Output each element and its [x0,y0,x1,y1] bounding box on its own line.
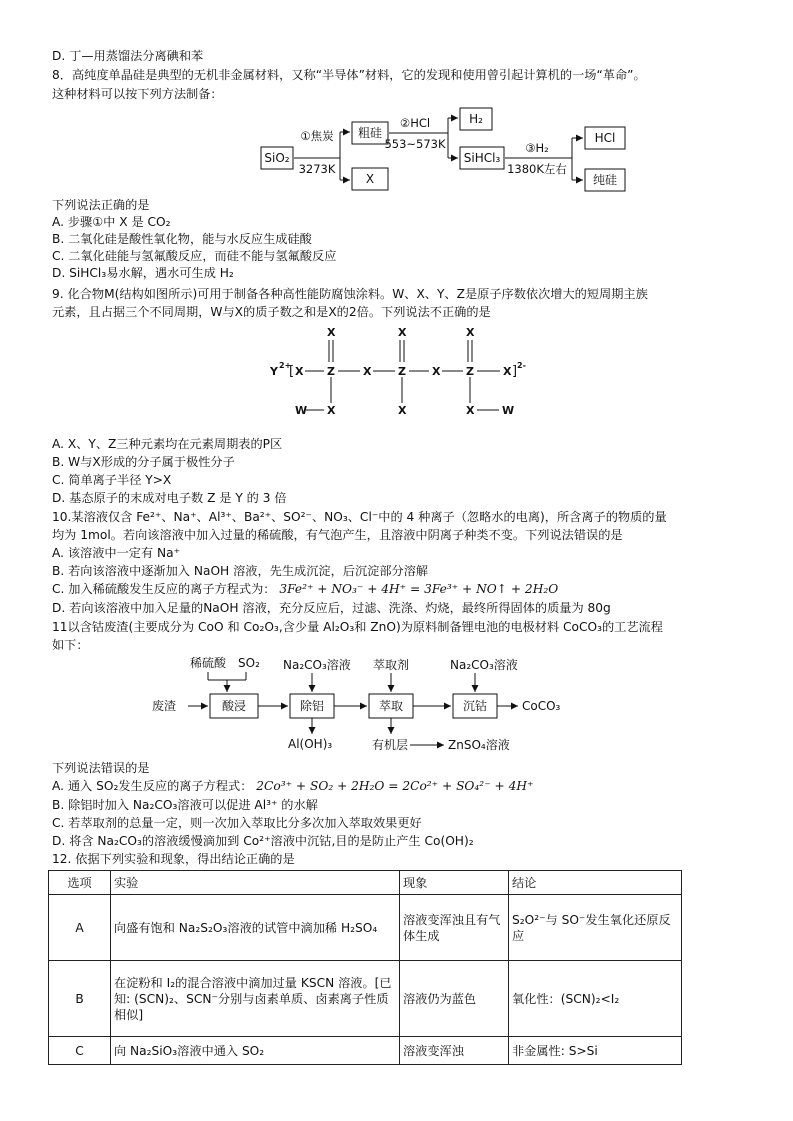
q12-stem: 12. 依据下列实验和现象，得出结论正确的是 [52,852,295,866]
row-c-conclusion: 非金属性: S>Si [509,1037,682,1065]
q11-ask: 下列说法错误的是 [52,761,150,775]
q11-ionic-equation: 2Co³⁺ + SO₂ + 2H₂O = 2Co²⁺ + SO₄²⁻ + 4H⁺ [256,779,534,793]
q8-ask: 下列说法正确的是 [52,198,150,212]
step-remove-al: 除铝 [299,699,325,713]
right-bracket: ] [512,364,518,379]
q8-option-c: C. 二氧化硅能与氢氟酸反应，而硅不能与氢氟酸反应 [52,249,337,263]
reagent-so2: SO₂ [238,656,260,670]
q11-option-a-text: A. 通入 SO₂发生反应的离子方程式： [52,779,253,793]
input-waste-residue: 废渣 [152,699,177,713]
q10-option-d: D. 若向该溶液中加入足量的NaOH 溶液，充分反应后，过滤、洗涤、灼烧，最终所得固体的质量为 80g [52,601,611,615]
row-a-experiment: 向盛有饱和 Na₂S₂O₃溶液的试管中滴加稀 H₂SO₄ [111,895,400,961]
header-experiment: 实验 [111,871,400,895]
row-a-option: A [49,895,111,961]
row-b-conclusion: 氧化性：(SCN)₂<I₂ [509,961,682,1037]
product-coco3: CoCO₃ [522,699,561,713]
atom-x-bridge-1: X [363,365,372,378]
q10-option-c-text: C. 加入稀硫酸发生反应的离子方程式为： [52,582,276,596]
q8-option-d: D. SiHCl₃易水解，遇水可生成 H₂ [52,266,234,280]
atom-z-3: Z [466,365,474,378]
atom-z-1: Z [327,365,335,378]
q11-option-b: B. 除铝时加入 Na₂CO₃溶液可以促进 Al³⁺ 的水解 [52,798,318,812]
header-phenomenon: 现象 [400,871,509,895]
atom-w-left: W [295,404,308,417]
q10-stem-line2: 均为 1mol。若向该溶液中加入过量的稀硫酸，有气泡产生，且溶液中阴离子种类不变。下列说法错误的是 [52,528,623,542]
row-c-phenomenon: 溶液变浑浊 [400,1037,509,1065]
atom-z-2: Z [398,365,406,378]
q9-option-a: A. X、Y、Z三种元素均在元素周期表的P区 [52,437,283,451]
byproduct-znso4: ZnSO₄溶液 [448,738,510,752]
q9-option-d: D. 基态原子的末成对电子数 Z 是 Y 的 3 倍 [52,491,287,505]
q11-option-a [52,778,533,794]
table-row [49,1037,682,1065]
atom-x-top-3: X [466,326,475,339]
q10-option-a: A. 该溶液中一定有 Na⁺ [52,546,181,560]
q11-process-flow-diagram [0,650,793,760]
step1-temp: 3273K [298,162,336,176]
table-header-row [49,871,682,895]
step3-temp: 1380K左右 [507,162,567,176]
table-row [49,895,682,961]
atom-x-left: X [295,365,304,378]
byproduct-organic-layer: 有机层 [372,738,409,752]
atom-x-top-1: X [327,326,336,339]
h2-label: H₂ [469,112,483,126]
atom-x-bottom-3: X [466,404,475,417]
q9-option-b: B. W与X形成的分子属于极性分子 [52,455,235,469]
q10-option-b: B. 若向该溶液中逐渐加入 NaOH 溶液，先生成沉淀，后沉淀部分溶解 [52,564,429,578]
y-cation-charge: 2+ [279,361,292,370]
atom-x-right: X [503,365,512,378]
q12-experiment-table [48,870,682,1065]
table-row [49,961,682,1037]
row-b-experiment: 在淀粉和 I₂的混合溶液中滴加过量 KSCN 溶液。[已知: (SCN)₂、SCN⁻分别与卤素单质、卤素离子性质相似] [111,961,400,1037]
atom-x-top-2: X [398,326,407,339]
sihcl3-label: SiHCl₃ [463,151,501,165]
header-conclusion: 结论 [509,871,682,895]
row-b-option: B [49,961,111,1037]
step-co-precipitation: 沉钴 [462,699,488,713]
reagent-extractant: 萃取剂 [373,658,410,672]
atom-x-bridge-2: X [432,365,441,378]
q11-stem-line2: 如下： [52,638,89,652]
hcl-label: HCl [594,131,616,145]
reagent-sulfuric-acid: 稀硫酸 [190,656,227,670]
row-c-option: C [49,1037,111,1065]
q11-option-d: D. 将含 Na₂CO₃的溶液缓慢滴加到 Co²⁺溶液中沉钴,目的是防止产生 Co(OH)₂ [52,834,474,848]
left-bracket: [ [289,364,295,379]
q11-stem-line1: 11以含钴废渣(主要成分为 CoO 和 Co₂O₃,含少量 Al₂O₃和 ZnO)为原料制备锂电池的电极材料 CoCO₃的工艺流程 [52,620,663,634]
row-a-phenomenon: 溶液变浑浊且有气体生成 [400,895,509,961]
q9-option-c: C. 简单离子半径 Y>X [52,473,172,487]
atom-x-bottom-2: X [398,404,407,417]
q8-option-a: A. 步骤①中 X 是 CO₂ [52,215,171,229]
pure-si-label: 纯硅 [592,173,618,187]
atom-w-right: W [502,404,515,417]
anion-charge: 2- [517,361,526,370]
row-a-conclusion: S₂O²⁻与 SO⁻发生氧化还原反应 [509,895,682,961]
q9-structure-diagram [0,320,793,425]
x-label: X [365,172,375,186]
q8-silicon-flow-diagram [0,100,793,200]
step-acid-leach: 酸浸 [221,699,247,713]
row-b-phenomenon: 溶液仍为蓝色 [400,961,509,1037]
q10-stem-line1: 10.某溶液仅含 Fe²⁺、Na⁺、Al³⁺、Ba²⁺、SO²⁻、NO₃、Cl⁻中的 4 种离子（忽略水的电离)，所含离子的物质的量 [52,510,667,524]
q11-option-c: C. 若萃取剂的总量一定，则一次加入萃取比分多次加入萃取效果更好 [52,816,422,830]
step1-label: ①焦炭 [300,129,334,143]
step2-temp: 553~573K [384,137,446,151]
q9-stem-line2: 元素，且占据三个不同周期，W与X的质子数之和是X的2倍。下列说法不正确的是 [52,305,491,319]
q7-option-d: D. 丁—用蒸馏法分离碘和苯 [52,49,204,63]
byproduct-aloh3: Al(OH)₃ [288,737,333,751]
header-option: 选项 [49,871,111,895]
q10-ionic-equation: 3Fe²⁺ + NO₃⁻ + 4H⁺ = 3Fe³⁺ + NO↑ + 2H₂O [279,582,559,596]
q9-stem-line1: 9. 化合物M(结构如图所示)可用于制备各种高性能防腐蚀涂料。W、X、Y、Z是原子序数依次增大的短周期主族 [52,287,648,301]
crude-si-label: 粗硅 [357,126,383,140]
reagent-na2co3-1: Na₂CO₃溶液 [283,658,351,672]
atom-x-bottom-1: X [327,404,336,417]
step-extraction: 萃取 [378,699,404,713]
q8-stem-line2: 这种材料可以按下列方法制备： [52,87,223,101]
q10-option-c [52,581,558,597]
step3-label: ③H₂ [525,141,549,155]
q8-option-b: B. 二氧化硅是酸性氧化物，能与水反应生成硅酸 [52,232,312,246]
reagent-na2co3-2: Na₂CO₃溶液 [450,658,518,672]
y-cation-label: Y [270,365,278,378]
q8-stem-line1: 8．高纯度单晶硅是典型的无机非金属材料，又称“半导体”材料，它的发现和使用曾引起计算机的一场“革命”。 [52,68,646,82]
row-c-experiment: 向 Na₂SiO₃溶液中通入 SO₂ [111,1037,400,1065]
sio2-label: SiO₂ [264,151,290,165]
step2-label: ②HCl [399,116,431,130]
